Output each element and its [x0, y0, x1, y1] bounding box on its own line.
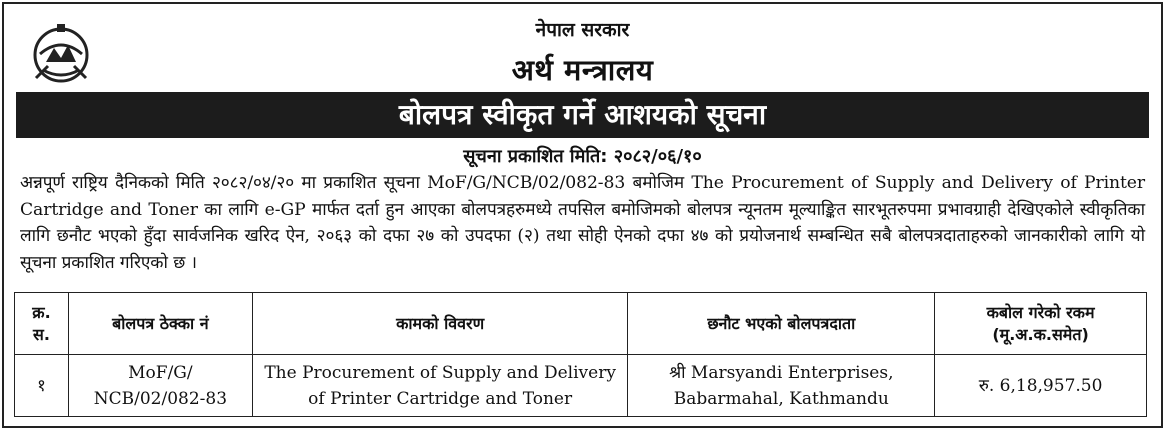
table-header-row — [15, 293, 1147, 355]
publication-date: सूचना प्रकाशित मिति: २०८२/०६/१० — [463, 146, 702, 167]
cell-bid-no: MoF/G/ NCB/02/082-83 — [68, 355, 252, 417]
notice-paragraph: अन्नपूर्ण राष्ट्रिय दैनिकको मिति २०८२/०४/२० मा प्रकाशित सूचना MoF/G/NCB/02/082-83 बमोजिम The Procurement of Supply and Delivery of Printer Cartridge and Toner का लागि e-GP मार्फत दर्ता हुन आएका बोलपत्रहरुमध्ये तपसिल बमोजिमको बोलपत्र न्यूनतम मूल्याङ्कित सारभूतरुपमा प्रभावग्राही देखिएकोले स्वीकृतिका लागि छनौट भएको हुँदा सार्वजनिक खरिद ऐन, २०६३ को दफा २७ को उपदफा (२) तथा सोही ऐनको दफा ४७ को प्रयोजनार्थ सम्बन्धित सबै बोलपत्रदाताहरुको जानकारीको लागि यो सूचना प्रकाशित गरिएको छ । — [20, 173, 1145, 273]
cell-sn: १ — [15, 355, 69, 417]
header-bidder: छनौट भएको बोलपत्रदाता — [628, 293, 935, 355]
table-row — [15, 355, 1147, 417]
cell-bidder: श्री Marsyandi Enterprises, Babarmahal, Kathmandu — [628, 355, 935, 417]
government-name: नेपाल सरकार — [535, 19, 630, 41]
header-description: कामको विवरण — [252, 293, 628, 355]
award-table — [14, 292, 1147, 417]
notice-title-banner: बोलपत्र स्वीकृत गर्ने आशयको सूचना — [16, 92, 1149, 138]
cell-amount: रु. 6,18,957.50 — [935, 355, 1147, 417]
cell-description: The Procurement of Supply and Delivery of Printer Cartridge and Toner — [252, 355, 628, 417]
header-sn: क्र. स. — [15, 293, 69, 355]
header-amount: कबोल गरेको रकम (मू.अ.क.समेत) — [935, 293, 1147, 355]
header-bid-no: बोलपत्र ठेक्का नं — [68, 293, 252, 355]
ministry-name: अर्थ मन्त्रालय — [511, 53, 654, 87]
